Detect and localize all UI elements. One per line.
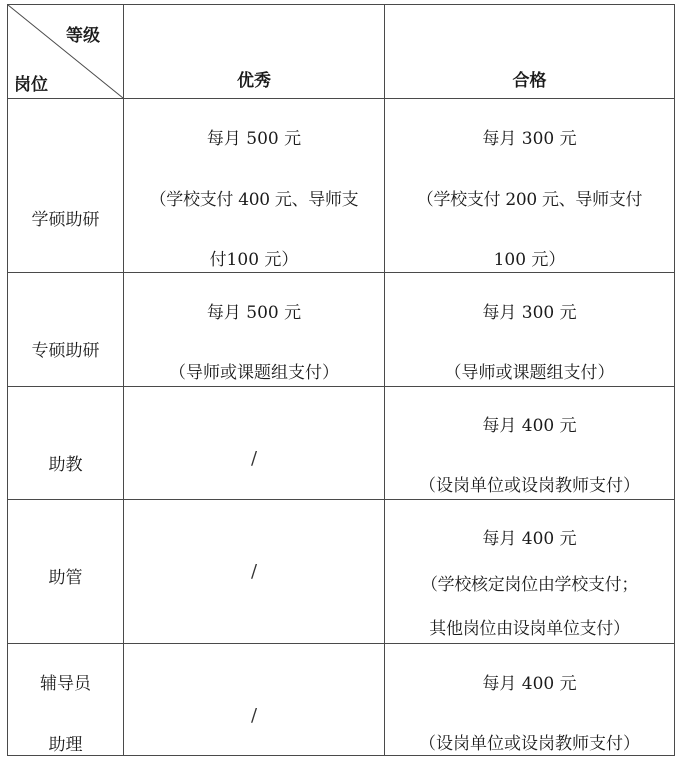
table-row-1-excellent	[124, 99, 384, 272]
post-name-cont: 助理	[48, 735, 83, 755]
pay-source: （学校支付 200 元、导师支付	[416, 190, 643, 210]
table-row-1-qualified	[385, 99, 674, 272]
header-grade-label: 等级	[66, 26, 100, 46]
pay-amount: 每月 400 元	[482, 674, 577, 694]
table-row-3-excellent	[124, 387, 384, 499]
table-row-2-excellent	[124, 273, 384, 386]
header-excellent-cell	[124, 5, 384, 98]
pay-source: （导师或课题组支付）	[169, 363, 339, 383]
post-name: 学硕助研	[31, 210, 100, 230]
pay-source-cont: 其他岗位由设岗单位支付）	[429, 619, 630, 639]
pay-source: （学校核定岗位由学校支付；	[420, 575, 639, 595]
table-row-5-post	[8, 644, 123, 755]
pay-source: （设岗单位或设岗教师支付）	[419, 476, 640, 496]
pay-source: （学校支付 400 元、导师支	[149, 190, 359, 210]
table-row-3-qualified	[385, 387, 674, 499]
table-row-4-excellent	[124, 500, 384, 643]
header-qualified-label: 合格	[512, 71, 547, 91]
post-name: 助管	[48, 568, 83, 588]
pay-amount: 每月 500 元	[206, 129, 302, 149]
table-row-4-post	[8, 500, 123, 643]
header-post-label: 岗位	[14, 75, 48, 95]
post-name: 辅导员	[40, 674, 91, 694]
not-applicable-mark: /	[250, 705, 258, 726]
header-qualified-cell	[385, 5, 674, 98]
pay-amount: 每月 400 元	[482, 529, 577, 549]
table-row-3-post	[8, 387, 123, 499]
pay-source: （设岗单位或设岗教师支付）	[419, 734, 640, 754]
header-excellent-label: 优秀	[237, 71, 271, 91]
pay-amount: 每月 300 元	[482, 129, 577, 149]
table-row-5-excellent	[124, 644, 384, 755]
pay-amount: 每月 400 元	[482, 416, 577, 436]
pay-source: （导师或课题组支付）	[444, 363, 615, 383]
table-row-2-qualified	[385, 273, 674, 386]
header-corner-cell	[8, 5, 123, 98]
not-applicable-mark: /	[250, 561, 258, 582]
pay-amount: 每月 500 元	[206, 303, 302, 323]
table-row-2-post	[8, 273, 123, 386]
table-row-5-qualified	[385, 644, 674, 755]
pay-source-cont: 付100 元）	[209, 250, 299, 270]
post-name: 助教	[48, 455, 83, 475]
table-row-4-qualified	[385, 500, 674, 643]
table-row-1-post	[8, 99, 123, 272]
not-applicable-mark: /	[250, 448, 258, 469]
pay-amount: 每月 300 元	[482, 303, 577, 323]
post-name: 专硕助研	[31, 341, 100, 361]
pay-source-cont: 100 元）	[493, 250, 566, 270]
